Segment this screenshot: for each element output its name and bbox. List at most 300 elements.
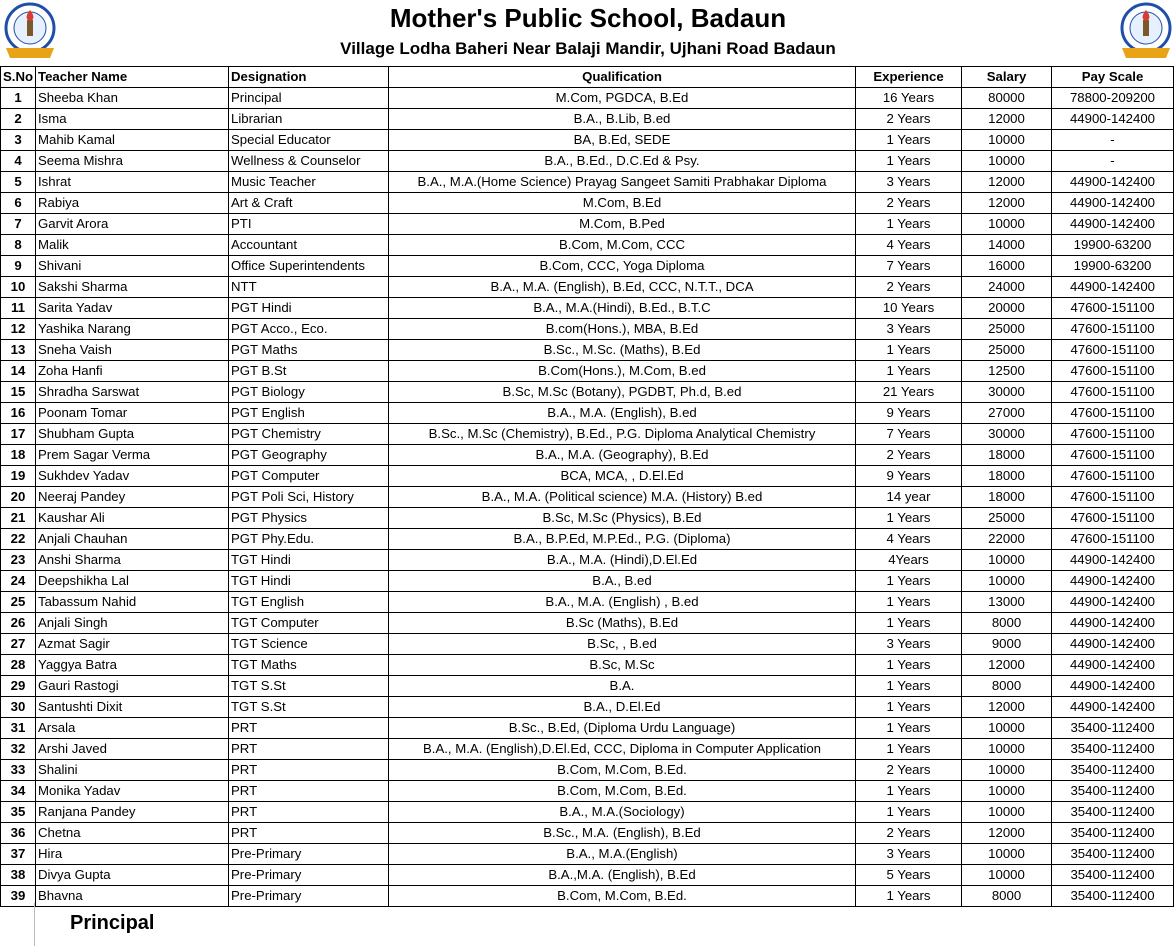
cell-sno: 23 [1, 550, 36, 571]
cell-designation: PRT [229, 718, 389, 739]
cell-designation: PTI [229, 214, 389, 235]
cell-pay-scale: 47600-151100 [1052, 508, 1174, 529]
table-row [1, 235, 1174, 256]
cell-designation: Wellness & Counselor [229, 151, 389, 172]
cell-sno: 18 [1, 445, 36, 466]
cell-experience: 1 Years [856, 781, 962, 802]
cell-sno: 22 [1, 529, 36, 550]
cell-designation: Pre-Primary [229, 844, 389, 865]
cell-qualification: B.Com, CCC, Yoga Diploma [389, 256, 856, 277]
cell-salary: 25000 [962, 508, 1052, 529]
cell-teacher-name: Kaushar Ali [36, 508, 229, 529]
cell-salary: 24000 [962, 277, 1052, 298]
cell-designation: NTT [229, 277, 389, 298]
table-row [1, 109, 1174, 130]
cell-teacher-name: Mahib Kamal [36, 130, 229, 151]
cell-salary: 8000 [962, 676, 1052, 697]
cell-sno: 2 [1, 109, 36, 130]
table-row [1, 256, 1174, 277]
table-row [1, 865, 1174, 886]
cell-salary: 9000 [962, 634, 1052, 655]
cell-sno: 5 [1, 172, 36, 193]
cell-experience: 1 Years [856, 697, 962, 718]
cell-pay-scale: 47600-151100 [1052, 466, 1174, 487]
cell-designation: Art & Craft [229, 193, 389, 214]
cell-designation: PGT Poli Sci, History [229, 487, 389, 508]
cell-salary: 18000 [962, 466, 1052, 487]
cell-salary: 27000 [962, 403, 1052, 424]
cell-pay-scale: 47600-151100 [1052, 298, 1174, 319]
cell-qualification: B.A., M.A.(English) [389, 844, 856, 865]
cell-pay-scale: 47600-151100 [1052, 361, 1174, 382]
cell-pay-scale: 44900-142400 [1052, 109, 1174, 130]
cell-salary: 30000 [962, 382, 1052, 403]
cell-salary: 10000 [962, 802, 1052, 823]
cell-pay-scale: 44900-142400 [1052, 655, 1174, 676]
cell-salary: 8000 [962, 886, 1052, 907]
cell-salary: 30000 [962, 424, 1052, 445]
table-row [1, 403, 1174, 424]
cell-experience: 1 Years [856, 571, 962, 592]
cell-qualification: M.Com, B.Ed [389, 193, 856, 214]
cell-teacher-name: Bhavna [36, 886, 229, 907]
cell-designation: PGT English [229, 403, 389, 424]
cell-pay-scale: 35400-112400 [1052, 802, 1174, 823]
cell-designation: PGT B.St [229, 361, 389, 382]
cell-qualification: B.Com, M.Com, B.Ed. [389, 781, 856, 802]
cell-teacher-name: Deepshikha Lal [36, 571, 229, 592]
cell-teacher-name: Ishrat [36, 172, 229, 193]
table-row [1, 487, 1174, 508]
table-row [1, 130, 1174, 151]
table-row [1, 340, 1174, 361]
cell-qualification: B.A., M.A. (Political science) M.A. (History) B.ed [389, 487, 856, 508]
cell-pay-scale: 44900-142400 [1052, 214, 1174, 235]
cell-teacher-name: Rabiya [36, 193, 229, 214]
cell-designation: Principal [229, 88, 389, 109]
cell-sno: 31 [1, 718, 36, 739]
cell-sno: 36 [1, 823, 36, 844]
cell-pay-scale: 35400-112400 [1052, 844, 1174, 865]
cell-teacher-name: Sarita Yadav [36, 298, 229, 319]
cell-experience: 3 Years [856, 844, 962, 865]
cell-teacher-name: Isma [36, 109, 229, 130]
cell-pay-scale: 47600-151100 [1052, 424, 1174, 445]
cell-designation: PRT [229, 739, 389, 760]
cell-pay-scale: 47600-151100 [1052, 382, 1174, 403]
cell-designation: PRT [229, 802, 389, 823]
cell-designation: TGT Hindi [229, 571, 389, 592]
cell-teacher-name: Arshi Javed [36, 739, 229, 760]
cell-pay-scale: 47600-151100 [1052, 445, 1174, 466]
cell-teacher-name: Shradha Sarswat [36, 382, 229, 403]
cell-sno: 28 [1, 655, 36, 676]
cell-designation: PRT [229, 760, 389, 781]
school-logo-icon [1118, 2, 1174, 62]
cell-experience: 1 Years [856, 151, 962, 172]
table-row [1, 886, 1174, 907]
cell-pay-scale: 44900-142400 [1052, 676, 1174, 697]
cell-sno: 7 [1, 214, 36, 235]
cell-designation: PGT Physics [229, 508, 389, 529]
table-header-row [1, 67, 1174, 88]
cell-qualification: B.Com, M.Com, CCC [389, 235, 856, 256]
cell-qualification: B.A., M.A. (English),D.El.Ed, CCC, Diploma in Computer Application [389, 739, 856, 760]
cell-pay-scale: 35400-112400 [1052, 865, 1174, 886]
cell-qualification: B.A., B.P.Ed, M.P.Ed., P.G. (Diploma) [389, 529, 856, 550]
principal-signature-label: Principal [70, 912, 155, 934]
cell-teacher-name: Garvit Arora [36, 214, 229, 235]
column-header-sno: S.No [1, 67, 36, 88]
cell-qualification: B.A., M.A. (English), B.Ed, CCC, N.T.T., DCA [389, 277, 856, 298]
cell-salary: 16000 [962, 256, 1052, 277]
cell-pay-scale: 44900-142400 [1052, 697, 1174, 718]
cell-salary: 25000 [962, 340, 1052, 361]
cell-salary: 10000 [962, 781, 1052, 802]
cell-pay-scale: 35400-112400 [1052, 718, 1174, 739]
cell-qualification: B.A., M.A.(Hindi), B.Ed., B.T.C [389, 298, 856, 319]
table-row [1, 172, 1174, 193]
cell-experience: 1 Years [856, 613, 962, 634]
table-row [1, 88, 1174, 109]
cell-experience: 1 Years [856, 802, 962, 823]
cell-qualification: B.Sc., M.Sc. (Maths), B.Ed [389, 340, 856, 361]
table-row [1, 319, 1174, 340]
cell-teacher-name: Shalini [36, 760, 229, 781]
table-row [1, 445, 1174, 466]
cell-salary: 22000 [962, 529, 1052, 550]
cell-experience: 7 Years [856, 256, 962, 277]
cell-pay-scale: 44900-142400 [1052, 571, 1174, 592]
table-row [1, 529, 1174, 550]
cell-teacher-name: Santushti Dixit [36, 697, 229, 718]
table-row [1, 802, 1174, 823]
cell-experience: 3 Years [856, 319, 962, 340]
cell-experience: 1 Years [856, 361, 962, 382]
cell-designation: TGT S.St [229, 676, 389, 697]
cell-designation: Pre-Primary [229, 865, 389, 886]
cell-sno: 33 [1, 760, 36, 781]
cell-teacher-name: Anjali Singh [36, 613, 229, 634]
cell-pay-scale: 35400-112400 [1052, 823, 1174, 844]
cell-experience: 10 Years [856, 298, 962, 319]
cell-designation: PRT [229, 781, 389, 802]
cell-qualification: M.Com, B.Ped [389, 214, 856, 235]
cell-pay-scale: 35400-112400 [1052, 886, 1174, 907]
cell-teacher-name: Sheeba Khan [36, 88, 229, 109]
cell-pay-scale: 19900-63200 [1052, 256, 1174, 277]
cell-teacher-name: Prem Sagar Verma [36, 445, 229, 466]
cell-sno: 15 [1, 382, 36, 403]
cell-designation: TGT English [229, 592, 389, 613]
cell-sno: 26 [1, 613, 36, 634]
cell-qualification: B.com(Hons.), MBA, B.Ed [389, 319, 856, 340]
cell-teacher-name: Chetna [36, 823, 229, 844]
cell-sno: 27 [1, 634, 36, 655]
cell-pay-scale: - [1052, 151, 1174, 172]
cell-teacher-name: Shivani [36, 256, 229, 277]
cell-experience: 2 Years [856, 109, 962, 130]
table-row [1, 508, 1174, 529]
cell-teacher-name: Hira [36, 844, 229, 865]
cell-experience: 1 Years [856, 592, 962, 613]
table-row [1, 634, 1174, 655]
cell-experience: 2 Years [856, 823, 962, 844]
cell-sno: 6 [1, 193, 36, 214]
cell-teacher-name: Gauri Rastogi [36, 676, 229, 697]
cell-designation: PGT Computer [229, 466, 389, 487]
cell-salary: 10000 [962, 571, 1052, 592]
cell-experience: 1 Years [856, 886, 962, 907]
cell-sno: 1 [1, 88, 36, 109]
cell-designation: PGT Acco., Eco. [229, 319, 389, 340]
cell-qualification: B.A., M.A.(Sociology) [389, 802, 856, 823]
cell-teacher-name: Divya Gupta [36, 865, 229, 886]
table-row [1, 277, 1174, 298]
table-row [1, 823, 1174, 844]
cell-qualification: B.Com, M.Com, B.Ed. [389, 760, 856, 781]
cell-experience: 3 Years [856, 172, 962, 193]
cell-designation: Pre-Primary [229, 886, 389, 907]
cell-sno: 11 [1, 298, 36, 319]
table-row [1, 214, 1174, 235]
cell-teacher-name: Zoha Hanfi [36, 361, 229, 382]
cell-experience: 2 Years [856, 193, 962, 214]
cell-qualification: B.A.,M.A. (English), B.Ed [389, 865, 856, 886]
cell-pay-scale: 47600-151100 [1052, 403, 1174, 424]
cell-salary: 18000 [962, 445, 1052, 466]
cell-teacher-name: Shubham Gupta [36, 424, 229, 445]
cell-qualification: B.A., M.A. (English) , B.ed [389, 592, 856, 613]
cell-salary: 10000 [962, 550, 1052, 571]
cell-designation: PRT [229, 823, 389, 844]
cell-designation: Office Superintendents [229, 256, 389, 277]
cell-salary: 25000 [962, 319, 1052, 340]
cell-teacher-name: Sakshi Sharma [36, 277, 229, 298]
table-row [1, 571, 1174, 592]
cell-salary: 10000 [962, 130, 1052, 151]
cell-experience: 4Years [856, 550, 962, 571]
cell-designation: TGT S.St [229, 697, 389, 718]
table-row [1, 466, 1174, 487]
table-row [1, 550, 1174, 571]
column-header-salary: Salary [962, 67, 1052, 88]
cell-sno: 19 [1, 466, 36, 487]
table-row [1, 592, 1174, 613]
cell-designation: PGT Chemistry [229, 424, 389, 445]
cell-sno: 17 [1, 424, 36, 445]
cell-pay-scale: 44900-142400 [1052, 550, 1174, 571]
cell-sno: 39 [1, 886, 36, 907]
table-row [1, 424, 1174, 445]
table-row [1, 193, 1174, 214]
cell-experience: 21 Years [856, 382, 962, 403]
cell-teacher-name: Ranjana Pandey [36, 802, 229, 823]
column-header-experience: Experience [856, 67, 962, 88]
cell-pay-scale: 44900-142400 [1052, 277, 1174, 298]
cell-sno: 32 [1, 739, 36, 760]
cell-salary: 20000 [962, 298, 1052, 319]
cell-pay-scale: 44900-142400 [1052, 634, 1174, 655]
cell-designation: PGT Geography [229, 445, 389, 466]
column-header-pay-scale: Pay Scale [1052, 67, 1174, 88]
cell-teacher-name: Seema Mishra [36, 151, 229, 172]
cell-teacher-name: Anjali Chauhan [36, 529, 229, 550]
cell-qualification: B.A., B.ed [389, 571, 856, 592]
cell-salary: 10000 [962, 718, 1052, 739]
cell-sno: 35 [1, 802, 36, 823]
cell-salary: 10000 [962, 865, 1052, 886]
cell-designation: PGT Hindi [229, 298, 389, 319]
cell-qualification: M.Com, PGDCA, B.Ed [389, 88, 856, 109]
cell-sno: 21 [1, 508, 36, 529]
cell-experience: 1 Years [856, 214, 962, 235]
cell-qualification: B.A., M.A. (Hindi),D.El.Ed [389, 550, 856, 571]
cell-sno: 37 [1, 844, 36, 865]
cell-sno: 16 [1, 403, 36, 424]
cell-teacher-name: Neeraj Pandey [36, 487, 229, 508]
cell-sno: 12 [1, 319, 36, 340]
cell-salary: 80000 [962, 88, 1052, 109]
cell-sno: 30 [1, 697, 36, 718]
cell-sno: 13 [1, 340, 36, 361]
cell-experience: 5 Years [856, 865, 962, 886]
cell-teacher-name: Yaggya Batra [36, 655, 229, 676]
cell-pay-scale: 47600-151100 [1052, 487, 1174, 508]
cell-salary: 14000 [962, 235, 1052, 256]
cell-qualification: B.A., B.Lib, B.ed [389, 109, 856, 130]
cell-pay-scale: 35400-112400 [1052, 781, 1174, 802]
cell-sno: 14 [1, 361, 36, 382]
cell-experience: 1 Years [856, 739, 962, 760]
cell-qualification: BCA, MCA, , D.El.Ed [389, 466, 856, 487]
cell-experience: 1 Years [856, 676, 962, 697]
cell-designation: TGT Hindi [229, 550, 389, 571]
cell-pay-scale: 44900-142400 [1052, 592, 1174, 613]
cell-qualification: BA, B.Ed, SEDE [389, 130, 856, 151]
cell-designation: TGT Science [229, 634, 389, 655]
cell-pay-scale: 47600-151100 [1052, 340, 1174, 361]
cell-salary: 12000 [962, 109, 1052, 130]
document-header [0, 0, 1176, 66]
cell-experience: 1 Years [856, 130, 962, 151]
cell-teacher-name: Arsala [36, 718, 229, 739]
staff-table [0, 66, 1174, 907]
table-row [1, 361, 1174, 382]
cell-pay-scale: 35400-112400 [1052, 760, 1174, 781]
cell-designation: Accountant [229, 235, 389, 256]
cell-salary: 10000 [962, 151, 1052, 172]
cell-salary: 12000 [962, 172, 1052, 193]
cell-designation: Special Educator [229, 130, 389, 151]
table-row [1, 676, 1174, 697]
cell-qualification: B.A., B.Ed., D.C.Ed & Psy. [389, 151, 856, 172]
cell-salary: 12000 [962, 697, 1052, 718]
cell-qualification: B.Com(Hons.), M.Com, B.ed [389, 361, 856, 382]
cell-sno: 9 [1, 256, 36, 277]
cell-qualification: B.Com, M.Com, B.Ed. [389, 886, 856, 907]
cell-teacher-name: Tabassum Nahid [36, 592, 229, 613]
cell-teacher-name: Sukhdev Yadav [36, 466, 229, 487]
cell-qualification: B.Sc, M.Sc (Botany), PGDBT, Ph.d, B.ed [389, 382, 856, 403]
cell-designation: PGT Maths [229, 340, 389, 361]
cell-teacher-name: Poonam Tomar [36, 403, 229, 424]
cell-qualification: B.Sc, , B.ed [389, 634, 856, 655]
table-row [1, 382, 1174, 403]
cell-designation: PGT Biology [229, 382, 389, 403]
cell-sno: 8 [1, 235, 36, 256]
cell-experience: 1 Years [856, 718, 962, 739]
table-row [1, 655, 1174, 676]
cell-salary: 12500 [962, 361, 1052, 382]
cell-qualification: B.Sc, M.Sc (Physics), B.Ed [389, 508, 856, 529]
cell-designation: Music Teacher [229, 172, 389, 193]
cell-pay-scale: 44900-142400 [1052, 613, 1174, 634]
table-row [1, 298, 1174, 319]
table-row [1, 718, 1174, 739]
cell-pay-scale: 19900-63200 [1052, 235, 1174, 256]
cell-qualification: B.A., M.A. (English), B.ed [389, 403, 856, 424]
cell-experience: 14 year [856, 487, 962, 508]
table-row [1, 613, 1174, 634]
cell-qualification: B.A., D.El.Ed [389, 697, 856, 718]
cell-salary: 12000 [962, 655, 1052, 676]
cell-experience: 1 Years [856, 508, 962, 529]
cell-experience: 4 Years [856, 529, 962, 550]
table-row [1, 760, 1174, 781]
column-header-teacher-name: Teacher Name [36, 67, 229, 88]
table-row [1, 739, 1174, 760]
cell-sno: 38 [1, 865, 36, 886]
cell-teacher-name: Sneha Vaish [36, 340, 229, 361]
cell-salary: 12000 [962, 823, 1052, 844]
cell-qualification: B.A., M.A.(Home Science) Prayag Sangeet Samiti Prabhakar Diploma [389, 172, 856, 193]
cell-experience: 2 Years [856, 277, 962, 298]
cell-experience: 9 Years [856, 403, 962, 424]
cell-qualification: B.Sc., B.Ed, (Diploma Urdu Language) [389, 718, 856, 739]
cell-sno: 34 [1, 781, 36, 802]
cell-pay-scale: 35400-112400 [1052, 739, 1174, 760]
cell-salary: 12000 [962, 193, 1052, 214]
column-header-qualification: Qualification [389, 67, 856, 88]
table-row [1, 697, 1174, 718]
cell-experience: 9 Years [856, 466, 962, 487]
cell-salary: 13000 [962, 592, 1052, 613]
cell-experience: 16 Years [856, 88, 962, 109]
cell-pay-scale: 44900-142400 [1052, 172, 1174, 193]
cell-experience: 2 Years [856, 760, 962, 781]
cell-qualification: B.Sc, M.Sc [389, 655, 856, 676]
cell-pay-scale: 47600-151100 [1052, 319, 1174, 340]
cell-salary: 10000 [962, 760, 1052, 781]
cell-experience: 4 Years [856, 235, 962, 256]
cell-teacher-name: Yashika Narang [36, 319, 229, 340]
sheet-divider [34, 903, 35, 946]
cell-salary: 10000 [962, 739, 1052, 760]
column-header-designation: Designation [229, 67, 389, 88]
cell-experience: 3 Years [856, 634, 962, 655]
table-row [1, 844, 1174, 865]
cell-pay-scale: 44900-142400 [1052, 193, 1174, 214]
cell-teacher-name: Monika Yadav [36, 781, 229, 802]
cell-experience: 2 Years [856, 445, 962, 466]
cell-qualification: B.Sc., M.Sc (Chemistry), B.Ed., P.G. Diploma Analytical Chemistry [389, 424, 856, 445]
cell-teacher-name: Anshi Sharma [36, 550, 229, 571]
cell-designation: PGT Phy.Edu. [229, 529, 389, 550]
school-address: Village Lodha Baheri Near Balaji Mandir, Ujhani Road Badaun [340, 39, 836, 58]
cell-pay-scale: 47600-151100 [1052, 529, 1174, 550]
cell-pay-scale: 78800-209200 [1052, 88, 1174, 109]
